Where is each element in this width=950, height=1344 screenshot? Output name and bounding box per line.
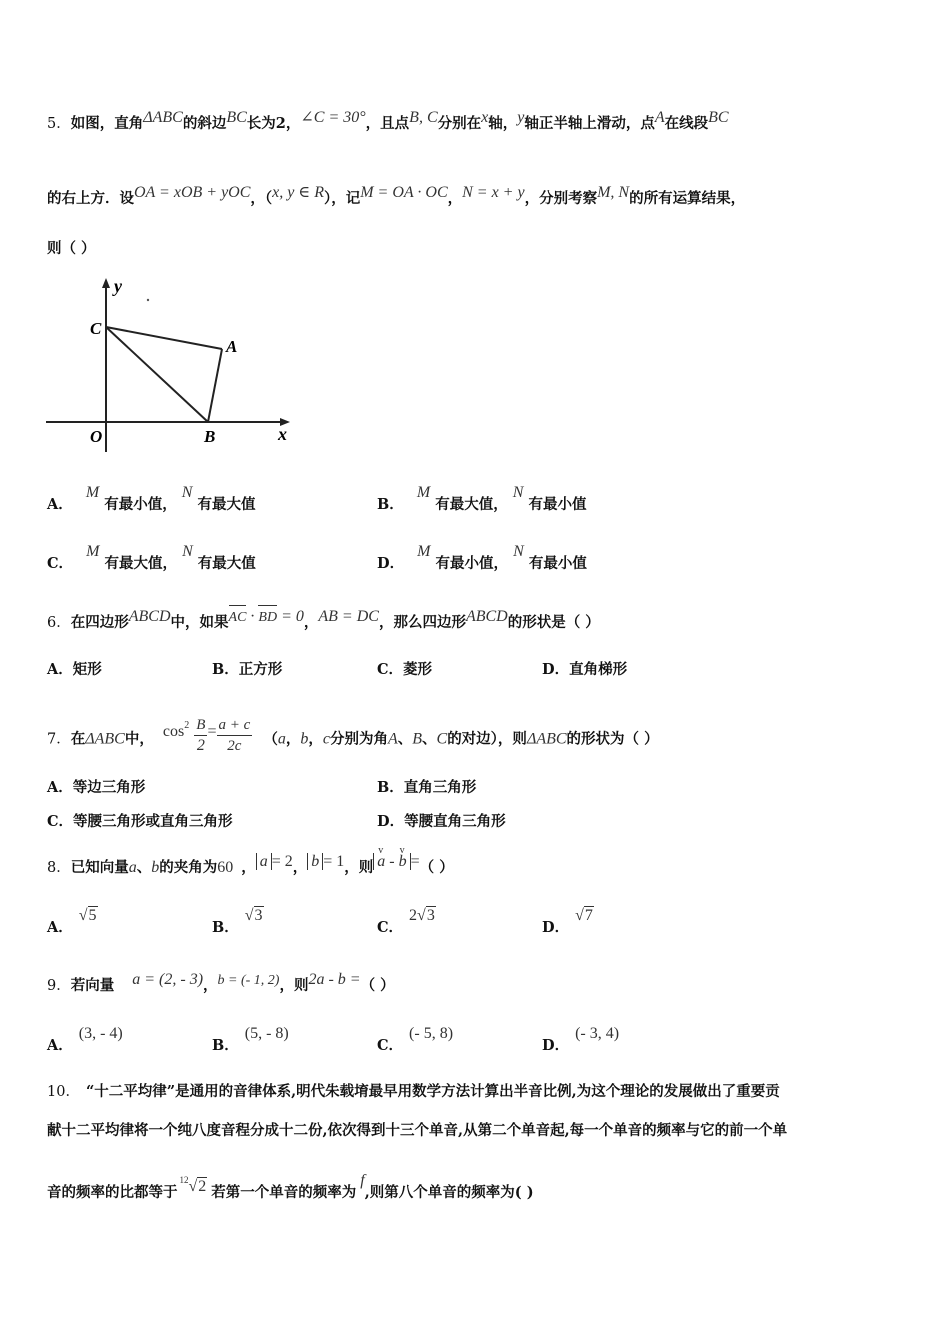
vector-ac: AC (229, 608, 247, 628)
abs-b: b (307, 853, 323, 870)
label-c: C (90, 319, 102, 338)
q5-figure (40, 272, 300, 457)
label-x: x (278, 424, 287, 444)
q8-line1: 8．已知向量a、b的夹角为60 ， a = 2， b = 1，则 v a - v b =（ ） (47, 845, 454, 876)
q6-line1: 6．在四边形ABCD中，如果AC · BD = 0，AB = DC，那么四边形ABCD的形状是（ ） (47, 608, 600, 631)
segment-ca (106, 327, 222, 349)
q5-option-c[interactable]: C． M 有最大值， N 有最大值 (47, 543, 256, 572)
q10-line3: 音的频率的比都等于$^{12}$√2 若第一个单音的频率为f,则第八个单音的频率为( ) (47, 1172, 534, 1201)
question-number: 6． (47, 615, 71, 631)
q7-option-a[interactable]: A．等边三角形 (47, 779, 146, 796)
q5-option-b[interactable]: B． M 有最大值， N 有最小值 (377, 484, 587, 513)
segment-ab (208, 349, 222, 422)
label-o: O (90, 427, 103, 446)
q9-option-d[interactable]: D．(- 3, 4) (542, 1025, 620, 1054)
q5-line3: 则（ ） (47, 240, 96, 257)
label-b: B (204, 427, 216, 446)
q5-option-a[interactable]: A． M 有最小值， N 有最大值 (47, 484, 256, 513)
q6-option-a[interactable]: A．矩形 (47, 661, 102, 678)
y-axis-arrow (102, 278, 110, 288)
q10-line2: 献十二平均律将一个纯八度音程分成十二份,依次得到十三个单音,从第二个单音起,每一个单音的频率与它的前一个单 (47, 1122, 788, 1139)
q9-option-b[interactable]: B．(5, - 8) (212, 1025, 289, 1054)
q5-option-d[interactable]: D． M 有最小值， N 有最小值 (377, 543, 587, 572)
q9-option-a[interactable]: A．(3, - 4) (47, 1025, 123, 1054)
q7-option-d[interactable]: D．等腰直角三角形 (377, 813, 506, 830)
q7-line1: 7．在ΔABC中， $\cos^2$ $\frac{B}{2}$ = $\frac{a + c}{2c}$ （a，b，c分别为角A、B、C的对边），则ΔABC的形状为（ ） (47, 717, 659, 754)
q8-option-c[interactable]: C．2√3 (377, 907, 435, 936)
q7-option-c[interactable]: C．等腰三角形或直角三角形 (47, 813, 233, 830)
label-y: y (114, 276, 122, 296)
q8-option-a[interactable]: A．√5 (47, 907, 97, 936)
abs-a-minus-b: v a - v b (373, 853, 410, 870)
question-number: 10． (47, 1084, 80, 1100)
question-number: 5． (47, 116, 71, 132)
q7-option-b[interactable]: B．直角三角形 (377, 779, 477, 796)
question-number: 8． (47, 860, 71, 876)
label-a: A (226, 337, 238, 356)
q5-line1: 5．如图，直角ΔABC的斜边BC长为2，∠C = 30°，且点B, C分别在x轴，y轴正半轴上滑动，点A在线段BC (47, 109, 729, 132)
q8-option-b[interactable]: B．√3 (212, 907, 263, 936)
q6-option-c[interactable]: C．菱形 (377, 661, 433, 678)
segment-cb (106, 327, 208, 422)
vector-bd: BD (258, 608, 277, 628)
question-number: 7． (47, 731, 71, 748)
q6-option-d[interactable]: D．直角梯形 (542, 661, 628, 678)
q5-line2: 的右上方．设OA = xOB + yOC，（x, y ∈ R），记M = OA · OC，N = x + y，分别考察M, N的所有运算结果， (47, 184, 746, 207)
q10-line1: 10． “十二平均律”是通用的音律体系,明代朱载堉最早用数学方法计算出半音比例,为这个理论的发展做出了重要贡 (47, 1083, 780, 1100)
q9-line1: 9．若向量 a = (2, - 3)，b = (- 1, 2)，则2a - b =（ ） (47, 971, 395, 994)
q9-option-c[interactable]: C．(- 5, 8) (377, 1025, 454, 1054)
q6-option-b[interactable]: B．正方形 (212, 661, 283, 678)
fraction-a-plus-c-over-2c: $\frac{a + c}{2c}$ (218, 717, 251, 754)
abs-a: a (256, 853, 272, 870)
question-number: 9． (47, 978, 71, 994)
q8-option-d[interactable]: D．√7 (542, 907, 593, 936)
stray-dot (147, 299, 149, 301)
fraction-b-over-2: $\frac{B}{2}$ (196, 717, 206, 754)
